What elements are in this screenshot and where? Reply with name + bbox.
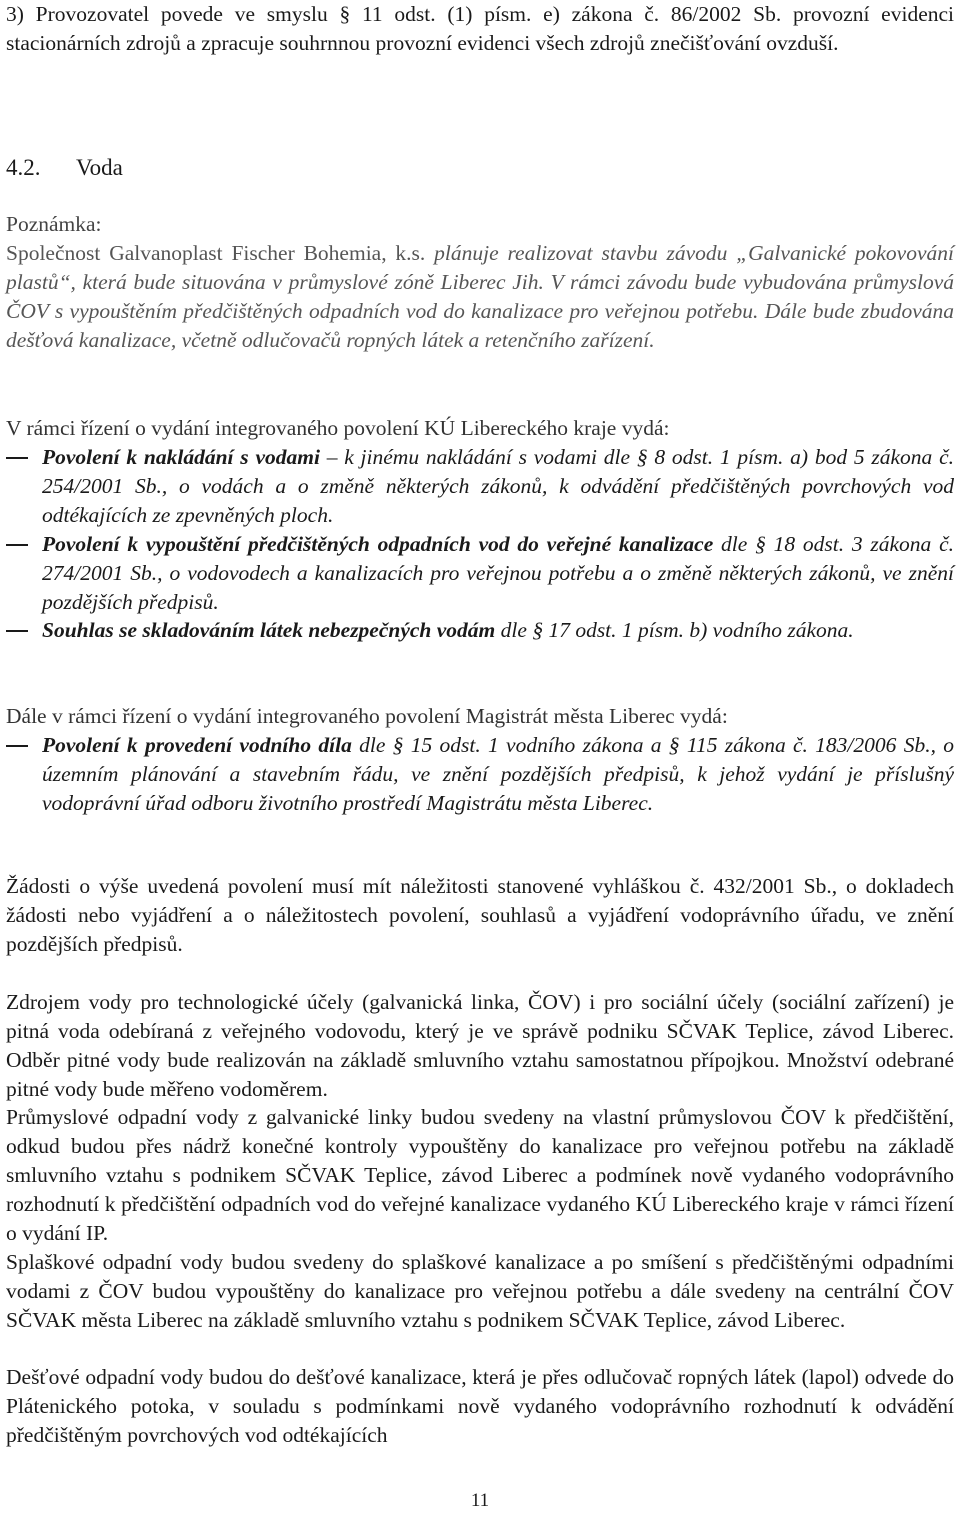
ku-item-2-bold: Povolení k vypouštění předčištěných odpadních vod do veřejné kanalizace <box>42 532 714 556</box>
ku-item-3 <box>6 616 954 645</box>
note-body: plánuje realizovat stavbu závodu „Galvanické pokovování plastů“, která bude situována v průmyslové zóně Liberec Jih. V rámci závodu bude vybudována průmyslová ČOV s vypouštěním předčištěných odpadních vod do kanalizace pro veřejnou potřebu. Dále bude zbudována dešťová kanalizace, včetně odlučovačů ropných látek a retenčního zařízení. <box>6 241 954 352</box>
ku-item-1-text: – k jinému nakládání s vodami dle § 8 odst. 1 písm. a) bod 5 zákona č. 254/2001 Sb., o vodách a o změně některých zákonů, k odvádění předčištěných povrchových vod odtékajících ze zpevněných ploch. <box>42 445 954 527</box>
rainwater-paragraph: Dešťové odpadní vody budou do dešťové kanalizace, která je přes odlučovač ropných látek (lapol) odvede do Plátenického potoka, v souladu s podmínkami nově vydaného vodoprávního rozhodnutí k odvádění předčištěným povrchových vod odtékajících <box>6 1365 954 1447</box>
ku-item-2-text: dle § 18 odst. 3 zákona č. 274/2001 Sb., o vodovodech a kanalizacích pro veřejnou potřebu a o změně některých zákonů, ve znění pozdějších předpisů. <box>42 532 955 614</box>
dash-bullet <box>6 630 28 632</box>
dash-bullet <box>6 544 28 546</box>
ku-item-3-text: dle § 17 odst. 1 písm. b) vodního zákona. <box>495 618 854 642</box>
requirements-paragraph: Žádosti o výše uvedená povolení musí mít náležitosti stanovené vyhláškou č. 432/2001 Sb., o dokladech žádosti nebo vyjádření a o náležitostech povolení, souhlasů a vyjádření vodoprávního úřadu, ve znění pozdějších předpisů. <box>6 874 954 956</box>
industrial-wastewater-paragraph: Průmyslové odpadní vody z galvanické linky budou svedeny na vlastní průmyslovou ČOV k předčištění, odkud budou přes nádrž konečné kontroly vypouštěny do kanalizace pro veřejnou potřebu na základě smluvního vztahu s podnikem SČVAK Teplice, závod Liberec a podmínek nově vydaného vodoprávního rozhodnutí k předčištění odpadních vod do veřejné kanalizace vydaného KÚ Libereckého kraje v rámci řízení o vydání IP. <box>6 1105 954 1245</box>
mag-item-1-text: dle § 15 odst. 1 vodního zákona a § 115 zákona č. 183/2006 Sb., o územním plánování a stavebním řádu, ve znění pozdějších předpisů, k jehož vydání je příslušný vodoprávní úřad odboru životního prostředí Magistrátu města Liberec. <box>42 733 954 815</box>
intro-paragraph: 3) Provozovatel povede ve smyslu § 11 odst. (1) písm. e) zákona č. 86/2002 Sb. provozní evidenci stacionárních zdrojů a zpracuje souhrnnou provozní evidenci všech zdrojů znečišťování ovzduší. <box>6 2 954 55</box>
ku-intro: V rámci řízení o vydání integrovaného povolení KÚ Libereckého kraje vydá: <box>6 416 670 440</box>
note-label: Poznámka: <box>6 212 102 236</box>
section-heading <box>6 153 123 182</box>
ku-item-1-bold: Povolení k nakládání s vodami <box>42 445 320 469</box>
mag-intro: Dále v rámci řízení o vydání integrovaného povolení Magistrát města Liberec vydá: <box>6 704 728 728</box>
ku-item-3-bold: Souhlas se skladováním látek nebezpečných vodám <box>42 618 496 642</box>
mag-item-1-bold: Povolení k provedení vodního díla <box>42 733 352 757</box>
page-number: 11 <box>470 1490 490 1511</box>
note-paragraph <box>6 239 954 355</box>
mag-item-1 <box>6 731 954 818</box>
section-number: 4.2. <box>6 155 41 180</box>
note-company: Společnost Galvanoplast Fischer Bohemia, k.s. <box>6 241 426 265</box>
water-source-paragraph: Zdrojem vody pro technologické účely (galvanická linka, ČOV) i pro sociální účely (sociální zařízení) je pitná voda odebíraná z veřejného vodovodu, který je ve správě podniku SČVAK Teplice, závod Liberec. Odběr pitné vody bude realizován na základě smluvního vztahu samostatnou přípojkou. Množství odebrané pitné vody bude měřeno vodoměrem. <box>6 990 954 1101</box>
dash-bullet <box>6 745 28 747</box>
sewage-paragraph: Splaškové odpadní vody budou svedeny do splaškové kanalizace a po smíšení s předčištěnými odpadními vodami z ČOV budou vypouštěny do kanalizace pro veřejnou potřebu a dále svedeny na centrální ČOV SČVAK města Liberec na základě smluvního vztahu s podnikem SČVAK Teplice, závod Liberec. <box>6 1250 954 1332</box>
section-title: Voda <box>76 155 123 180</box>
ku-item-1 <box>6 443 954 530</box>
ku-item-2 <box>6 530 954 617</box>
dash-bullet <box>6 457 28 459</box>
